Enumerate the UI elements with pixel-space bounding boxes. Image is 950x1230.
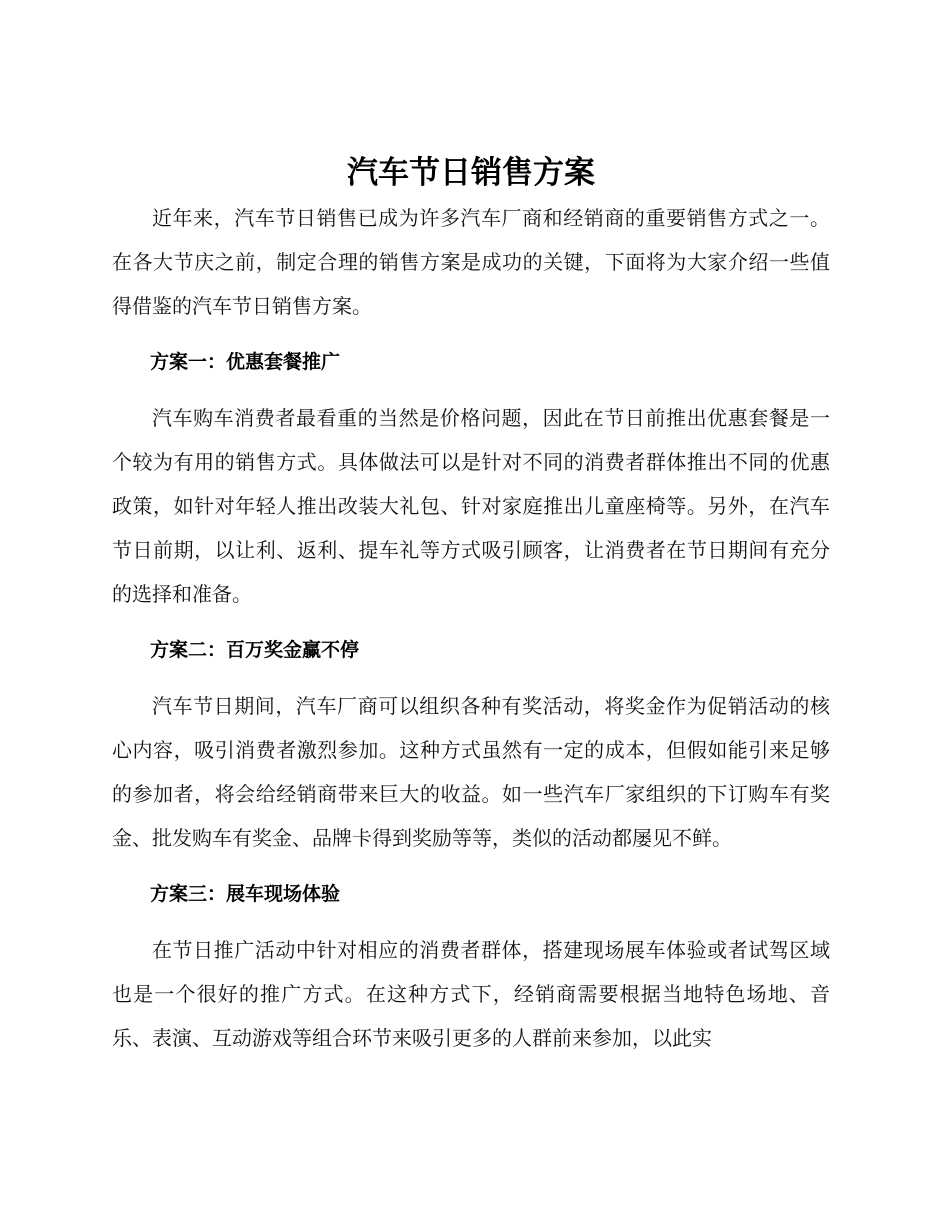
section-body-3: 在节日推广活动中针对相应的消费者群体，搭建现场展车体验或者试驾区域也是一个很好的推广方式。在这种方式下，经销商需要根据当地特色场地、音乐、表演、互动游戏等组合环节来吸引更多的人群前来参加，以此实	[112, 938, 830, 1050]
section-body-1: 汽车购车消费者最看重的当然是价格问题，因此在节日前推出优惠套餐是一个较为有用的销售方式。具体做法可以是针对不同的消费者群体推出不同的优惠政策，如针对年轻人推出改装大礼包、针对家庭推出儿童座椅等。另外，在汽车节日前期，以让利、返利、提车礼等方式吸引顾客，让消费者在节日期间有充分的选择和准备。	[112, 406, 830, 606]
document-body	[112, 150, 830, 1060]
section-body-2: 汽车节日期间，汽车厂商可以组织各种有奖活动，将奖金作为促销活动的核心内容，吸引消费者激烈参加。这种方式虽然有一定的成本，但假如能引来足够的参加者，将会给经销商带来巨大的收益。如一些汽车厂家组织的下订购车有奖金、批发购车有奖金、品牌卡得到奖励等等，类似的活动都屡见不鲜。	[112, 694, 830, 850]
intro-paragraph: 近年来，汽车节日销售已成为许多汽车厂商和经销商的重要销售方式之一。在各大节庆之前，制定合理的销售方案是成功的关键，下面将为大家介绍一些值得借鉴的汽车节日销售方案。	[112, 206, 830, 318]
section-heading-1: 方案一：优惠套餐推广	[150, 351, 341, 373]
section-heading-3: 方案三：展车现场体验	[150, 883, 341, 905]
document-title: 汽车节日销售方案	[347, 155, 595, 191]
section-heading-2: 方案二：百万奖金赢不停	[150, 639, 360, 661]
